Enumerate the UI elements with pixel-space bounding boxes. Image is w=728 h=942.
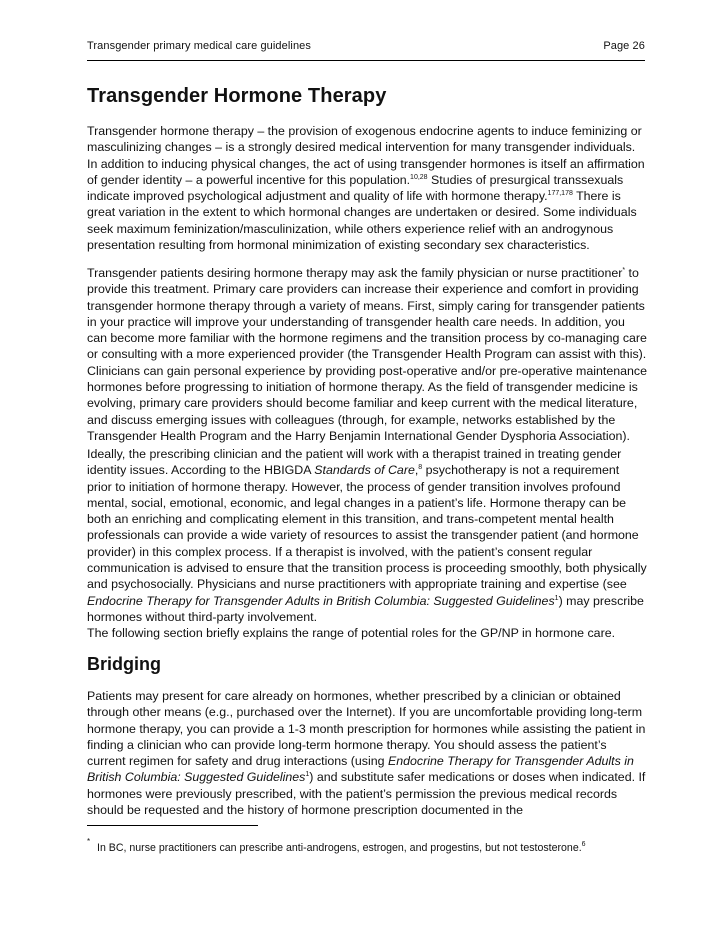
footnote-text: In BC, nurse practitioners can prescribe anti-androgens, estrogen, and progestins, but not testosterone. — [97, 842, 582, 854]
paragraph-1: Transgender hormone therapy – the provision of exogenous endocrine agents to induce feminizing or masculinizing changes – is a strongly desired medical intervention for many transgender individuals. In addition to inducing physical changes, the act of using transgender hormones is itself an affirmation of gender identity – a powerful incentive for this population.$^{10,28}$ Studies of presurgical transsexuals indicate improved psychological adjustment and quality of life with hormone therapy.$^{177,178}$ There is great variation in the extent to which hormonal changes are undertaken or desired. Some individuals seek maximum feminization/masculinization, while others experience relief with an androgynous presentation resulting from hormonal minimization of existing secondary sex characteristics. — [87, 124, 645, 253]
paragraph-5: Patients may present for care already on hormones, whether prescribed by a clinician or obtained through other means (e.g., purchased over the Internet). If you are uncomfortable providing long-term hormone therapy, you can provide a 1-3 month prescription for hormones while assisting the patient in finding a clinician who can provide long-term hormone therapy. You should assess the patient’s current regimen for safety and drug interactions (using Endocrine Therapy for Transgender Adults in British Columbia: Suggested Guidelines$^1$) and substitute safer medications or doses when indicated. If hormones were previously prescribed, with the patient’s permission the previous medical records should be requested and the history of hormone prescription documented in the — [87, 689, 646, 818]
header-rule — [87, 60, 645, 61]
section-title: Transgender Hormone Therapy — [87, 85, 387, 107]
paragraph-3: Ideally, the prescribing clinician and the patient will work with a therapist trained in treating gender identity issues. According to the HBIGDA Standards of Care,$^8$ psychotherapy is not a requirement prior to initiation of hormone therapy. However, the process of gender transition involves profound mental, social, emotional, economic, and legal changes in a patient’s life. Hormone therapy can be both an enriching and complicating element in this transition, and trans-competent mental health professionals can provide a wide variety of resources to assist the transgender patient (and hormone provider) in this complex process. If a therapist is involved, with the patient’s consent regular communication is advised to ensure that the transition process is proceeding smoothly, both physically and psychosocially. Physicians and nurse practitioners with appropriate training and expertise (see Endocrine Therapy for Transgender Adults in British Columbia: Suggested Guidelines$^1$) may prescribe hormones without third-party involvement. — [87, 447, 647, 624]
paragraph-4: The following section briefly explains the range of potential roles for the GP/NP in hormone care. — [87, 626, 616, 640]
page-number: Page 26 — [603, 40, 645, 52]
paragraph-2: Transgender patients desiring hormone therapy may ask the family physician or nurse practitioner* to provide this treatment. Primary care providers can increase their experience and comfort in providing transgender hormone therapy through a variety of means. First, simply caring for transgender patients in your practice will improve your understanding of transgender health care needs. In addition, you can become more familiar with the hormone regimens and the transition process by co-managing care or consulting with a more experienced provider (the Transgender Health Program can assist with this). Clinicians can gain personal experience by providing post-operative and/or pre-operative maintenance hormones before progressing to initiation of hormone therapy. As the field of transgender medicine is evolving, primary care providers should become familiar and keep current with the medical literature, and discuss emerging issues with colleagues (through, for example, networks established by the Transgender Health Program and the Harry Benjamin International Gender Dysphoria Association). — [87, 266, 647, 443]
footnote-marker: * — [87, 837, 91, 846]
footnote — [87, 837, 647, 855]
running-header — [87, 40, 645, 52]
bridging-title: Bridging — [87, 654, 161, 674]
header-title: Transgender primary medical care guidelines — [87, 40, 311, 52]
footnote-ref: 6 — [581, 841, 586, 848]
footnote-rule — [87, 825, 258, 826]
